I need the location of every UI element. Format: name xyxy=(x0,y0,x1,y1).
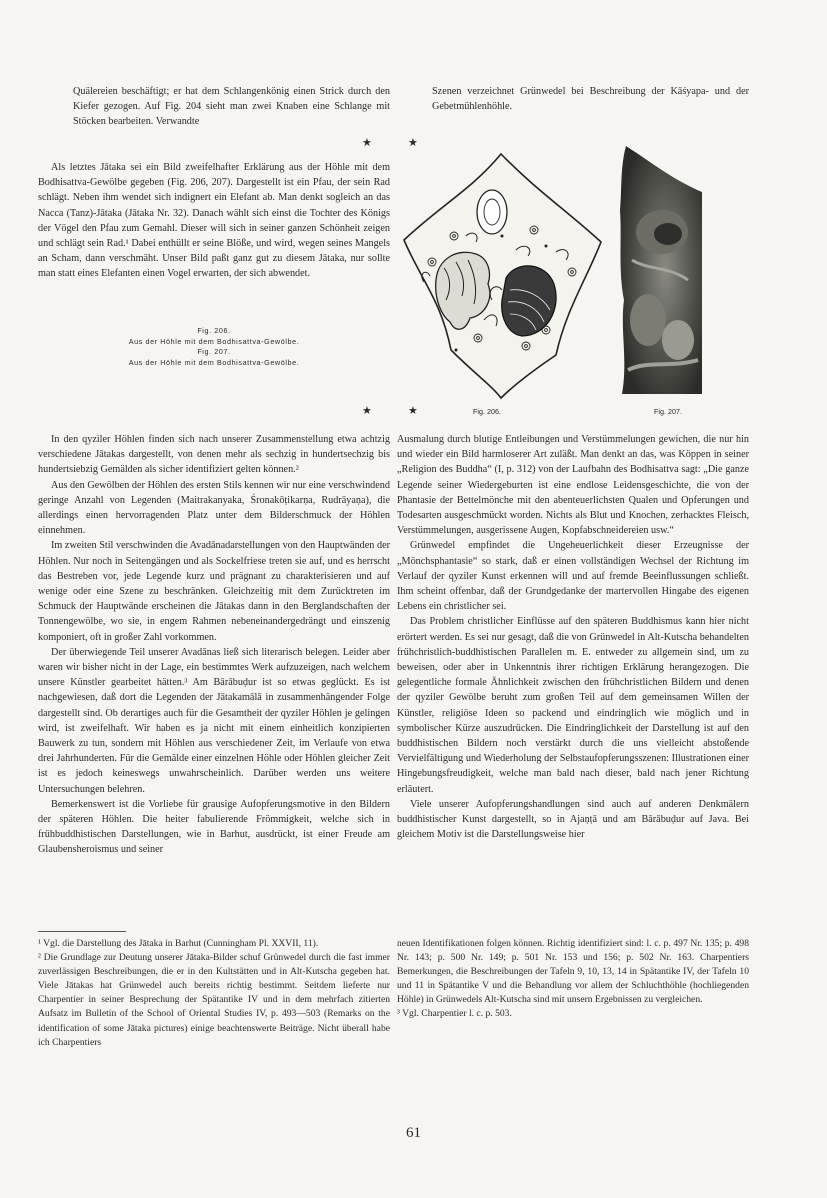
left-paragraph: Im zweiten Stil verschwinden die Avadānadarstellungen von den Hauptwänden der Höhlen. Nur noch in Seitengängen und als Sockelfriese treten sie auf, und es herrscht das Bestreben vor, jede Legende kurz und prägnant zu charakterisieren und auf wenige oder eine Szene zu beschränken. Gleichzeitig mit dem Zurücktreten im Schmuck der Hauptwände erscheinen die Jātakas dann in den Berglandschaften der Tonnengewölbe, wo sie, in engem Rahmen nebeneinandergedrängt und einszenig komponiert, oft in großer Zahl vorkommen. xyxy=(38,540,390,643)
page-number: 61 xyxy=(406,1125,421,1141)
right-paragraph: Ausmalung durch blutige Entleibungen und Verstümmelungen gewichen, die nur hin und wieder ein Bild harmloserer Art zuläßt. Man denkt an das, was Köppen in seiner „Religion des Buddha“ (I, p. 312) von der Laufbahn des Bodhisattva sagt: „Die ganze Legende seiner Wiedergeburten ist eine endlose Leidensgeschichte, die von der Phantasie der Bettelmönche mit den abenteuerlichsten Qualen und Opferungen und Todesarten ausgeschmückt worden. Nichts als Blut und Knochen, zerhacktes Fleisch, Verstümmelungen, ausgerissene Augen, Kopfabschneidereien usw.“ xyxy=(397,434,749,537)
intro-paragraph: Als letztes Jātaka sei ein Bild zweifelhafter Erklärung aus der Höhle mit dem Bodhisattva-Gewölbe gegeben (Fig. 206, 207). Dargestellt ist ein Pfau, der sein Rad schlägt. Neben ihm wendet sich indignert ein Elefant ab. Man denkt sogleich an das Nacca (Tanz)-Jātaka (Jātaka Nr. 32). Danach wählt sich einst die Tochter des Königs der Vögel den Pfau zum Gemahl. Dieser will sich in seiner ganzen Schönheit zeigen und schlägt sein Rad.¹ Dabei enthüllt er seine Blöße, und wird, wegen seines Mangels an Scham, dann verschmäht. Unser Bild paßt ganz gut zu diesem Jātaka, nur sollte man statt eines Elefanten einen Vogel erwarten, der sich abwendet. xyxy=(38,162,390,280)
right-paragraph: Grünwedel empfindet die Ungeheuerlichkeit dieser Erzeugnisse der „Mönchsphantasie“ so stark, daß er einen vollständigen Wechsel der Richtung im Verlauf der qyziler Kunst erkennen will und auf fremde Beeinflussungen schließt. Ihm scheint offenbar, daß der Grundgedanke der martervollen Hingabe des eigenen Lebens ein christlicher sei. xyxy=(397,540,749,613)
top-right-text: Szenen verzeichnet Grünwedel bei Beschreibung der Kāśyapa- und der Gebetmühlenhöhle. xyxy=(432,86,749,113)
figure-206-label: Fig. 206. xyxy=(473,407,501,416)
figure-captions xyxy=(38,326,390,368)
footnotes-right xyxy=(397,937,749,1022)
figure-207-label: Fig. 207. xyxy=(654,407,682,416)
separator-star: ★ xyxy=(362,405,372,417)
footnote: neuen Identifikationen folgen können. Richtig identifiziert sind: l. c. p. 497 Nr. 135; p. 498 Nr. 143; p. 500 Nr. 149; p. 501 Nr. 153 und 156; p. 502 Nr. 163. Charpentiers Bemerkungen, die Beschreibungen der Tafeln 9, 10, 13, 14 in Spätantike IV, der Tafeln 10 und 11 in Spätantike V und die Behandlung vor allem der Schluchthöhle (hochliegenden Höhle) in Grünwedels Alt-Kutscha sind mit unsern Ergebnissen zu vergleichen. xyxy=(397,938,749,1006)
footnote: ² Die Grundlage zur Deutung unserer Jātaka-Bilder schuf Grünwedel durch die fast immer zuverlässigen Beschreibungen, die er in den Kultstätten und in Alt-Kutscha gegeben hat. Viele Jātakas hat Grünwedel auch bereits richtig bestimmt. Seitdem lieferte nur Charpentier in seiner Besprechung der Spätantike IV und in dem mehrfach zitierten Aufsatz im Bulletin of the School of Oriental Studies IV, p. 493—503 (Remarks on the identification of some Jātaka pictures) einige beachtenswerte Beiträge. Nicht überall habe ich Charpentiers xyxy=(38,952,390,1048)
left-paragraph: In den qyziler Höhlen finden sich nach unserer Zusammenstellung etwa achtzig verschiedene Jātakas dargestellt, von denen mehr als sechzig in hundertsechzig bis hundertsiebzig Gemälden als sicher identifiziert gelten können.² xyxy=(38,434,390,476)
caption-fig207-label: Fig. 207. xyxy=(197,347,231,357)
separator-star: ★ xyxy=(362,137,372,149)
figure-206 xyxy=(396,150,606,402)
left-paragraph: Bemerkenswert ist die Vorliebe für grausige Aufopferungsmotive in den Bildern der späteren Höhlen. Die heiter fabulierende Frömmigkeit, welche sich in frühbuddhistischen Darstellungen, wie in Barhut, ausdrückt, ist einer Freude am Glaubensheroismus und seiner xyxy=(38,798,390,856)
right-paragraph: Das Problem christlicher Einflüsse auf den späteren Buddhismus kann hier nicht erörtert werden. Es sei nur gesagt, daß die von Grünwedel in Alt-Kutscha behandelten frühchristlich-buddhistischen Parallelen m. E. entweder zu allgemein sind, um zu beweisen, oder aber in Unkenntnis ihrer richtigen Erklärung herangezogen. Die gelegentliche formale Ähnlichkeit zwischen den frühchristlichen Bildern und denen der qyziler Gewölbe beruht zum großen Teil auf dem gemeinsamen Willen der Künstler, religiöse Ideen so packend und eindringlich wie möglich und in symbolischer Kürze auszudrücken. Die Eindringlichkeit der Darstellung ist auf den buddhistischen Bildern noch verstärkt durch die uns vielleicht abstoßende Vervielfältigung und Wiederholung der Selbstaufopferungsszenen: Illustrationen einer Hingebungsfreudigkeit, welche man bald nach dieser, bald nach jener Richtung erläutert. xyxy=(397,616,749,795)
footnote: ¹ Vgl. die Darstellung des Jātaka in Barhut (Cunningham Pl. XXVII, 11). xyxy=(38,938,319,949)
top-left-text: Quälereien beschäftigt; er hat dem Schlangenkönig einen Strick durch den Kiefer gezogen. Auf Fig. 204 sieht man zwei Knaben eine Schlange mit Stöcken bearbeiten. Verwandte xyxy=(73,86,390,128)
figure-207 xyxy=(618,140,702,394)
footnote-rule xyxy=(38,931,126,932)
caption-fig206-desc: Aus der Höhle mit dem Bodhisattva-Gewölbe. xyxy=(128,336,300,346)
footnote: ³ Vgl. Charpentier l. c. p. 503. xyxy=(397,1008,512,1020)
right-paragraph: Viele unserer Aufopferungshandlungen sind auch auf anderen Denkmälern buddhistischer Kunst dargestellt, so in Ajaṇṭā und am Bārābuḍur auf Java. Bei gleichem Motiv ist die Darstellungsweise hier xyxy=(397,798,749,841)
right-column xyxy=(397,432,749,842)
footnotes-left xyxy=(38,937,390,1050)
left-paragraph: Der überwiegende Teil unserer Avadānas ließ sich literarisch belegen. Leider aber waren wir bisher nicht in der Lage, ein bestimmtes Werk aufzuzeigen, nach welchem unsere Künstler gearbeitet hätten.³ Am Bārābuḍur ist so etwas geglückt. Es ist nachgewiesen, daß dort die Legenden der Jātakamālā in zusammenhängender Folge dargestellt sind. Ob derartiges auch für die Gesamtheit der qyziler Höhlen je gelingen wird, ist zweifelhaft. Wir haben es ja nicht mit einem einheitlich konzipierten Bauwerk zu tun, sondern mit Höhlen aus verschiedener Zeit, im Verlaufe von etwa drei Jahrhunderten. Für die Gemälde einer einzelnen Höhle oder Höhlen gleicher Zeit ist es jedoch keineswegs unwahrscheinlich. Darüber werden uns weitere Untersuchungen belehren. xyxy=(38,646,390,795)
caption-fig207-desc: Aus der Höhle mit dem Bodhisattva-Gewölbe. xyxy=(128,357,300,367)
left-column xyxy=(38,432,390,858)
separator-star: ★ xyxy=(408,137,418,149)
separator-star: ★ xyxy=(408,405,418,417)
left-paragraph: Aus den Gewölben der Höhlen des ersten Stils kennen wir nur eine verschwindend geringe Anzahl von Legenden (Maitrakanyaka, Śronakōṭikarṇa, Rudrāyaṇa), die allerdings einen hervorragenden Platz unter dem Bilderschmuck der Höhlen einnehmen. xyxy=(38,479,390,537)
caption-fig206-label: Fig. 206. xyxy=(197,326,231,335)
